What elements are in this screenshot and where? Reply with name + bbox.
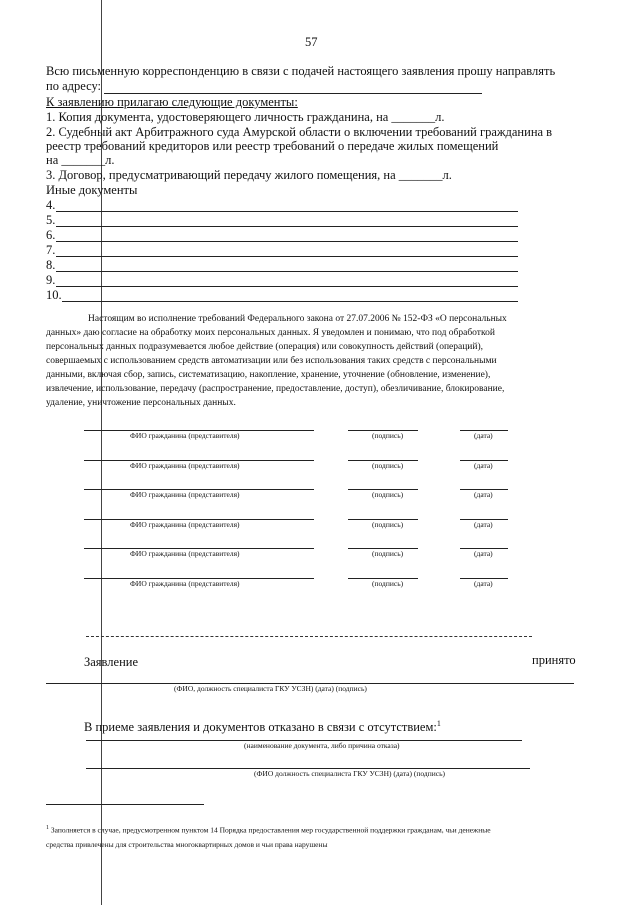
doc-blank-7[interactable] [56, 256, 518, 257]
footnote-line-1 [46, 824, 491, 835]
refusal-caption-1: (наименование документа, либо причина отказа) [244, 741, 400, 750]
acceptance-status: принято [532, 653, 576, 667]
date-caption: (дата) [474, 431, 493, 440]
signature-caption: (подпись) [372, 579, 404, 588]
fio-caption: ФИО гражданина (представителя) [130, 490, 240, 499]
address-line-1: Всю письменную корреспонденцию в связи с подачей настоящего заявления прошу направлять [46, 64, 556, 78]
doc-number-5: 5. [46, 213, 56, 227]
doc-item-2-line-2: реестр требований кредиторов или реестр требований о передаче жилых помещений [46, 139, 499, 153]
refusal-text [84, 716, 441, 735]
consent-line-1: Настоящим во исполнение требований Федерального закона от 27.07.2006 № 152-ФЗ «О персональных [88, 314, 507, 324]
doc-number-7: 7. [46, 243, 56, 257]
consent-line-2: данных» даю согласие на обработку моих персональных данных. Я уведомлен и понимаю, что под обработкой [46, 328, 495, 338]
doc-number-8: 8. [46, 258, 56, 272]
acceptance-label: Заявление [84, 655, 139, 669]
refusal-footnote-mark: 1 [436, 719, 441, 728]
address-blank[interactable] [104, 93, 482, 94]
cut-line [86, 636, 532, 637]
footnote-line-2: средства привлечены для строительства многоквартирных домов и чьи права нарушены [46, 840, 328, 849]
doc-blank-5[interactable] [56, 226, 518, 227]
doc-number-10: 10. [46, 288, 62, 302]
refusal-caption-2: (ФИО должность специалиста ГКУ УСЗН) (дата) (подпись) [254, 769, 446, 778]
doc-item-3: 3. Договор, предусматривающий передачу жилого помещения, на _______л. [46, 168, 452, 182]
refusal-text-label: В приеме заявления и документов отказано в связи с отсутствием: [84, 720, 437, 735]
doc-blank-9[interactable] [56, 286, 518, 287]
address-line-2: по адресу: [46, 79, 102, 93]
footnote-mark: 1 [46, 825, 49, 831]
consent-line-3: персональных данных подразумевается любое действие (операция) или совокупность действий (операций), [46, 342, 484, 352]
date-caption: (дата) [474, 490, 493, 499]
signature-caption: (подпись) [372, 431, 404, 440]
footnote-separator [46, 804, 204, 805]
fio-caption: ФИО гражданина (представителя) [130, 579, 240, 588]
page-number: 57 [305, 35, 318, 49]
doc-number-9: 9. [46, 273, 56, 287]
consent-line-4: совершаемых с использованием средств автоматизации или без использования таких средств с персональными [46, 356, 497, 366]
doc-number-4: 4. [46, 198, 56, 212]
doc-item-2-line-1: 2. Судебный акт Арбитражного суда Амурской области о включении требований гражданина в [46, 125, 553, 139]
signature-caption: (подпись) [372, 490, 404, 499]
fio-caption: ФИО гражданина (представителя) [130, 431, 240, 440]
fio-caption: ФИО гражданина (представителя) [130, 549, 240, 558]
doc-blank-8[interactable] [56, 271, 518, 272]
acceptance-caption: (ФИО, должность специалиста ГКУ УСЗН) (дата) (подпись) [174, 684, 367, 693]
consent-line-6: извлечение, использование, передачу (распространение, предоставление, доступ), обезличивание, блокирование, [46, 384, 505, 394]
doc-blank-4[interactable] [56, 211, 518, 212]
signature-caption: (подпись) [372, 520, 404, 529]
consent-line-5: данными, включая сбор, запись, систематизацию, накопление, хранение, уточнение (обновление, изменение), [46, 370, 491, 380]
fio-caption: ФИО гражданина (представителя) [130, 461, 240, 470]
date-caption: (дата) [474, 549, 493, 558]
doc-number-6: 6. [46, 228, 56, 242]
date-caption: (дата) [474, 579, 493, 588]
consent-line-7: удаление, уничтожение персональных данных. [46, 398, 236, 408]
date-caption: (дата) [474, 520, 493, 529]
doc-item-1: 1. Копия документа, удостоверяющего личность гражданина, на _______л. [46, 110, 445, 124]
docs-heading: К заявлению прилагаю следующие документы: [46, 95, 298, 109]
fio-caption: ФИО гражданина (представителя) [130, 520, 240, 529]
footnote-text-1: Заполняется в случае, предусмотренном пунктом 14 Порядка предоставления мер государственной поддержки гражданам, чьи денежные [50, 825, 491, 835]
other-docs-heading: Иные документы [46, 183, 138, 197]
doc-blank-6[interactable] [56, 241, 518, 242]
doc-blank-10[interactable] [62, 301, 518, 302]
signature-caption: (подпись) [372, 549, 404, 558]
doc-item-2-line-3: на _______л. [46, 153, 115, 167]
signature-caption: (подпись) [372, 461, 404, 470]
date-caption: (дата) [474, 461, 493, 470]
